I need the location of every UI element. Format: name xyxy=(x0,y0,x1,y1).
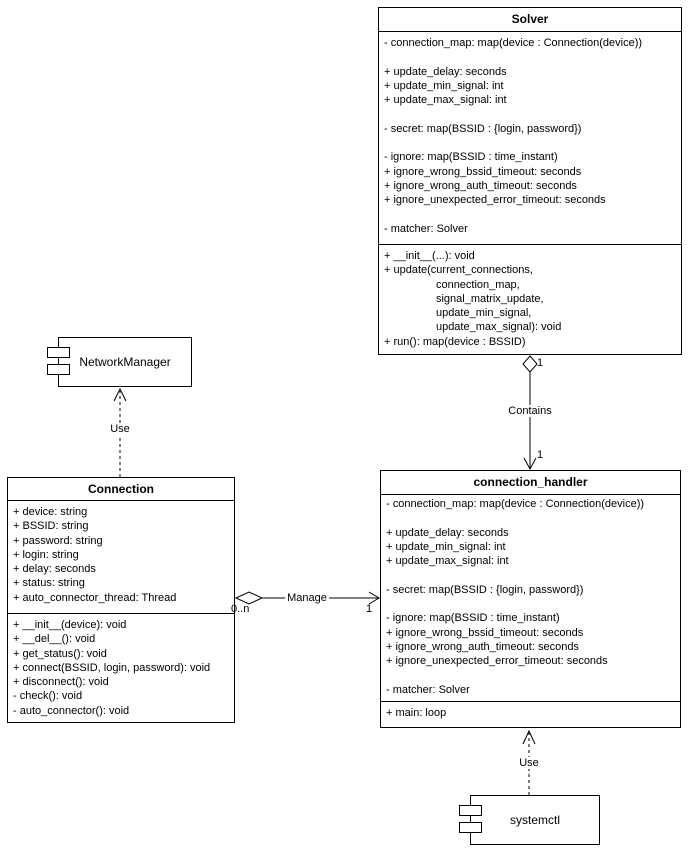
class-title: connection_handler xyxy=(381,471,680,495)
member-line xyxy=(386,568,675,582)
member-line xyxy=(386,511,675,525)
member-line: + auto_connector_thread: Thread xyxy=(13,591,177,604)
class-title: Connection xyxy=(8,478,234,501)
component-tab-icon xyxy=(47,347,70,358)
member-line: - connection_map: map(device : Connection(device)) xyxy=(384,37,643,49)
manage-target-multiplicity: 1 xyxy=(366,603,373,615)
member-line: + update_delay: seconds xyxy=(384,65,507,78)
member-line: + device: string xyxy=(13,506,88,518)
class-methods xyxy=(379,244,681,356)
member-line: + ignore_wrong_bssid_timeout: seconds xyxy=(386,626,584,639)
class-title: Solver xyxy=(379,8,681,32)
contains-target-multiplicity: 1 xyxy=(537,449,544,461)
contains-source-multiplicity: 1 xyxy=(537,357,544,369)
member-line: - matcher: Solver xyxy=(384,222,468,235)
arrowhead-up-icon xyxy=(114,389,126,401)
use-systemctl-label: Use xyxy=(519,757,539,769)
manage-relation-label: Manage xyxy=(287,592,327,604)
component-node-systemctl[interactable] xyxy=(470,795,600,845)
member-line: + ignore_unexpected_error_timeout: seconds xyxy=(386,655,608,668)
member-line: + ignore_unexpected_error_timeout: seconds xyxy=(384,194,606,207)
class-attributes xyxy=(379,32,681,244)
member-line: + ignore_wrong_bssid_timeout: seconds xyxy=(384,165,582,178)
member-line: + delay: seconds xyxy=(13,563,96,576)
member-line: + main: loop xyxy=(386,707,447,719)
member-line: + update_max_signal: int xyxy=(384,94,507,107)
member-line: + __init__(device): void xyxy=(13,619,127,631)
member-line: - ignore: map(BSSID : time_instant) xyxy=(386,612,560,625)
component-node-networkmanager[interactable] xyxy=(58,337,192,387)
member-line: + __init__(...): void xyxy=(384,250,475,262)
member-line: signal_matrix_update, xyxy=(384,292,544,305)
member-line: + run(): map(device : BSSID) xyxy=(384,335,526,348)
class-attributes xyxy=(8,501,234,613)
member-line: connection_map, xyxy=(384,278,520,291)
member-line: + update_max_signal: int xyxy=(386,555,509,568)
class-methods xyxy=(8,613,234,724)
member-line: - connection_map: map(device : Connection(device)) xyxy=(386,498,645,510)
manage-source-multiplicity: 0..n xyxy=(231,603,250,615)
aggregation-diamond-icon xyxy=(523,356,537,372)
member-line: + get_status(): void xyxy=(13,647,107,660)
member-line: - auto_connector(): void xyxy=(13,704,130,717)
member-line xyxy=(386,669,675,683)
member-line: - secret: map(BSSID : {login, password}) xyxy=(386,583,584,596)
contains-relation-label: Contains xyxy=(508,405,552,417)
member-line: - secret: map(BSSID : {login, password}) xyxy=(384,122,582,135)
member-line xyxy=(384,136,676,150)
member-line: - ignore: map(BSSID : time_instant) xyxy=(384,151,558,164)
member-line: + update_min_signal: int xyxy=(384,79,504,92)
member-line: + update_min_signal: int xyxy=(386,540,506,553)
member-line: + disconnect(): void xyxy=(13,676,109,689)
member-line: + connect(BSSID, login, password): void xyxy=(13,661,211,674)
member-line xyxy=(384,50,676,64)
member-line: update_min_signal, xyxy=(384,307,532,320)
class-methods xyxy=(381,701,680,729)
arrowhead-up-icon xyxy=(523,731,535,744)
member-line: + update(current_connections, xyxy=(384,264,533,277)
member-line xyxy=(384,107,676,121)
member-line: + ignore_wrong_auth_timeout: seconds xyxy=(386,640,579,653)
member-line: + ignore_wrong_auth_timeout: seconds xyxy=(384,179,577,192)
member-line: + update_delay: seconds xyxy=(386,526,509,539)
component-label: systemctl xyxy=(509,813,560,827)
class-node-solver[interactable] xyxy=(378,7,682,355)
member-line: + BSSID: string xyxy=(13,520,89,533)
member-line: + __del__(): void xyxy=(13,633,96,646)
member-line: + login: string xyxy=(13,548,79,561)
component-tab-icon xyxy=(459,822,482,833)
member-line: + status: string xyxy=(13,577,85,590)
member-line: update_max_signal): void xyxy=(384,321,562,334)
member-line xyxy=(386,597,675,611)
component-tab-icon xyxy=(459,805,482,816)
class-node-connection[interactable] xyxy=(7,477,235,723)
class-node-connection-handler[interactable] xyxy=(380,470,681,728)
member-line: - matcher: Solver xyxy=(386,683,470,696)
member-line: - check(): void xyxy=(13,690,83,703)
class-attributes xyxy=(381,495,680,701)
member-line xyxy=(384,208,676,222)
component-tab-icon xyxy=(47,364,70,375)
member-line: + password: string xyxy=(13,534,103,547)
use-networkmanager-label: Use xyxy=(110,423,130,435)
component-label: NetworkManager xyxy=(79,355,171,369)
